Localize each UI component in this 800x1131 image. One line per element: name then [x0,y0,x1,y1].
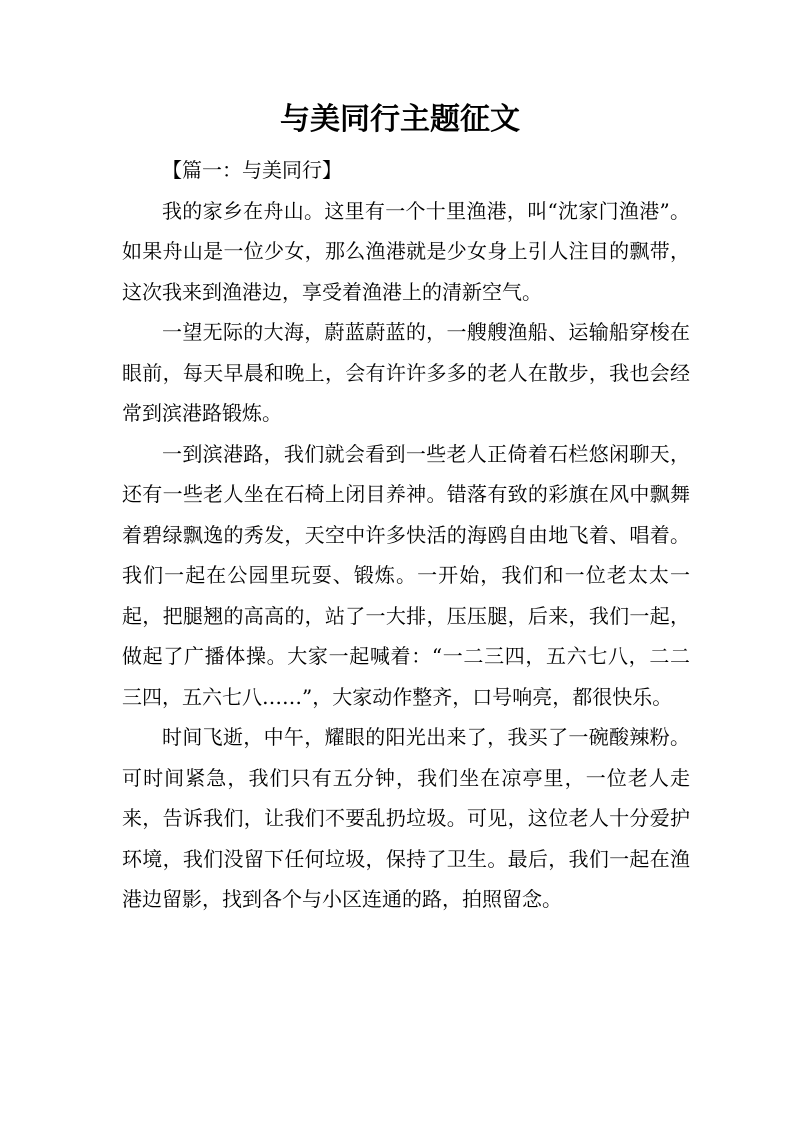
paragraph-1: 我的家乡在舟山。这里有一个十里渔港，叫“沈家门渔港”。如果舟山是一位少女，那么渔港就是少女身上引人注目的飘带，这次我来到渔港边，享受着渔港上的清新空气。 [122,198,690,304]
paragraph-2: 一望无际的大海，蔚蓝蔚蓝的，一艘艘渔船、运输船穿梭在眼前，每天早晨和晚上，会有许许多多的老人在散步，我也会经常到滨港路锻炼。 [122,320,690,425]
section-header: 【篇一：与美同行】 [162,158,342,182]
paragraph-4: 时间飞逝，中午，耀眼的阳光出来了，我买了一碗酸辣粉。可时间紧急，我们只有五分钟，我们坐在凉亭里，一位老人走来，告诉我们，让我们不要乱扔垃圾。可见，这位老人十分爱护环境，我们没留下任何垃圾，保持了卫生。最后，我们一起在渔港边留影，找到各个与小区连通的路，拍照留念。 [122,725,690,911]
document-body [122,150,690,920]
paragraph-3: 一到滨港路，我们就会看到一些老人正倚着石栏悠闲聊天，还有一些老人坐在石椅上闭目养神。错落有致的彩旗在风中飘舞着碧绿飘逸的秀发，天空中许多快活的海鸥自由地飞着、唱着。我们一起在公园里玩耍、锻炼。一开始，我们和一位老太太一起，把腿翘的高高的，站了一大排，压压腿，后来，我们一起，做起了广播体操。大家一起喊着：“一二三四，五六七八，二二三四，五六七八……”，大家动作整齐，口号响亮，都很快乐。 [122,441,690,709]
document-title: 与美同行主题征文 [280,102,520,137]
